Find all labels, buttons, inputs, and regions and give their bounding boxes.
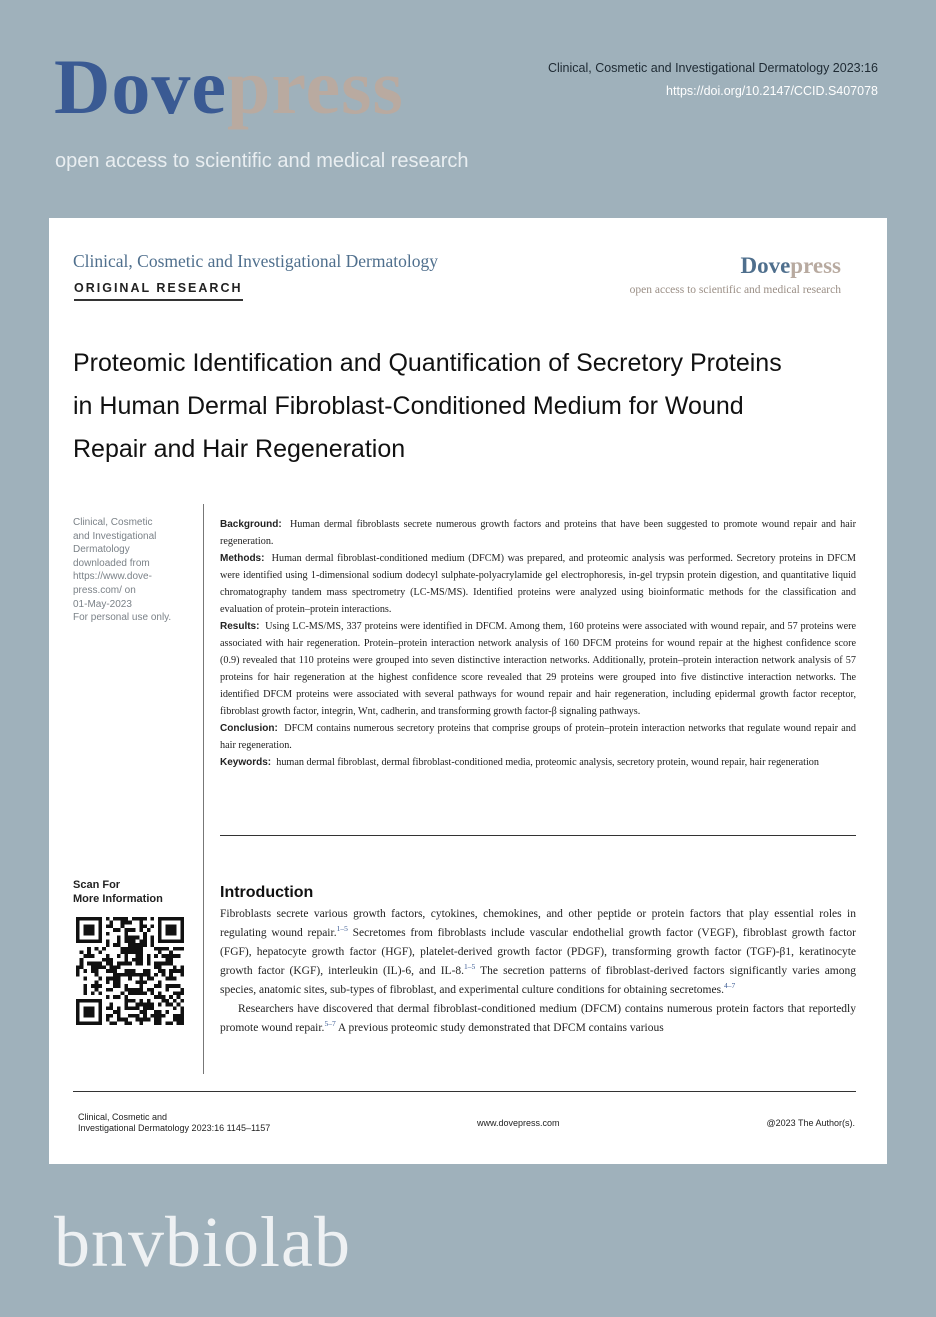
- cover-tagline: open access to scientific and medical research: [55, 150, 469, 172]
- footer-copyright: @2023 The Author(s).: [766, 1118, 855, 1128]
- footer-divider: [73, 1091, 856, 1092]
- intro-paragraph: Fibroblasts secrete various growth factors, cytokines, chemokines, and other peptide or protein factors that play essential roles in regulating wound repair.$^{1-5}$ Secretomes from fibroblasts include vascular endothelial growth factor (VEGF), fibroblast growth factor (FGF), hepatocyte growth factor (HGF), platelet-derived growth factor (PDGF), transforming growth factor (TGF)-β1, keratinocyte growth factor (KGF), interleukin (IL)-6, and IL-8.$^{1-5}$ The secretion patterns of fibroblast-derived factors significantly varies among species, anatomic sites, sub-types of fibroblast, and experimental culture conditions for obtaining secretomes.$^{4-7}$: [220, 908, 856, 996]
- dovepress-logo: Dovepress: [740, 253, 841, 278]
- title-line: Proteomic Identification and Quantification of Secretory Proteins: [73, 349, 782, 377]
- footer-website-link[interactable]: www.dovepress.com: [477, 1118, 560, 1128]
- abstract-conclusion: Conclusion: DFCM contains numerous secretory proteins that comprise groups of protein–protein interaction networks that regulate wound repair and hair regeneration.: [220, 723, 856, 751]
- dovepress-cover-logo: Dovepress: [54, 43, 404, 130]
- doi-link[interactable]: https://doi.org/10.2147/CCID.S407078: [666, 84, 878, 98]
- introduction-body: [220, 905, 856, 1038]
- intro-paragraph: Researchers have discovered that dermal fibroblast-conditioned medium (DFCM) contains numerous protein factors that reportedly promote wound repair.$^{5-7}$ A previous proteomic study demonstrated that DFCM contains various: [220, 1003, 856, 1034]
- abstract-results: Results: Using LC-MS/MS, 337 proteins were identified in DFCM. Among them, 160 proteins were associated with wound repair, and 57 proteins were associated with hair regeneration. Protein–protein interaction network analysis of 160 DFCM proteins for wound repair at the highest confidence score (0.9) revealed that 110 proteins were grouped into seven distinctive interaction networks. Additionally, protein–protein interaction network analysis of 57 proteins for hair regeneration at the highest confidence score revealed that 29 proteins were grouped into five distinctive interaction networks. The identified DFCM proteins were associated with several pathways for wound repair and hair regeneration, including epidermal growth factor receptor, fibroblast growth factor, integrin, Wnt, cadherin, and transforming growth factor-β signaling pathways.: [220, 621, 857, 717]
- qr-code[interactable]: [76, 917, 184, 1025]
- title-line: Repair and Hair Regeneration: [73, 435, 406, 463]
- cover-journal-citation: Clinical, Cosmetic and Investigational Dermatology 2023:16: [547, 61, 878, 75]
- journal-name: Clinical, Cosmetic and Investigational Dermatology: [73, 251, 438, 271]
- abstract-methods: Methods: Human dermal fibroblast-conditioned medium (DFCM) was prepared, and proteomic analysis was performed. Secretory proteins in DFCM were identified using 1-dimensional sodium dodecyl sulphate-polyacrylamide gel electrophoresis, in-gel trypsin protein digestion, and quantitative liquid chromatography tandem mass spectrometry (LC-MS/MS). Identified proteins were analyzed using bioinformatic methods for the classification and evaluation of protein–protein interactions.: [220, 553, 856, 615]
- abstract: [220, 516, 856, 771]
- citation-link[interactable]: 4–7: [723, 981, 736, 991]
- column-divider: [203, 504, 204, 1074]
- title-line: in Human Dermal Fibroblast-Conditioned Medium for Wound: [73, 392, 744, 420]
- citation-link[interactable]: 1–5: [336, 924, 348, 934]
- citation-link[interactable]: 1–5: [464, 962, 476, 972]
- footer-citation: Clinical, Cosmetic and Investigational Dermatology 2023:16 1145–1157: [78, 1112, 271, 1133]
- article-page: [49, 218, 887, 1164]
- abstract-divider: [220, 835, 856, 836]
- abstract-background: Background: Human dermal fibroblasts secrete numerous growth factors and proteins that have been suggested to promote wound repair and hair regeneration.: [220, 519, 856, 547]
- bnvbiolab-watermark: bnvbiolab: [54, 1202, 351, 1282]
- scan-label: Scan For More Information: [73, 879, 163, 905]
- article-title: [73, 342, 863, 471]
- logo-tagline: open access to scientific and medical research: [629, 284, 841, 296]
- download-note: Clinical, Cosmetic and Investigational Dermatology downloaded from https://www.dove- press.com/ on 01-May-2023 For personal use only.: [73, 517, 172, 624]
- abstract-keywords: Keywords: human dermal fibroblast, dermal fibroblast-conditioned media, proteomic analysis, secretory protein, wound repair, hair regeneration: [220, 757, 819, 768]
- introduction-heading: Introduction: [220, 884, 314, 901]
- article-type: ORIGINAL RESEARCH: [74, 281, 243, 301]
- citation-link[interactable]: 5–7: [324, 1019, 336, 1029]
